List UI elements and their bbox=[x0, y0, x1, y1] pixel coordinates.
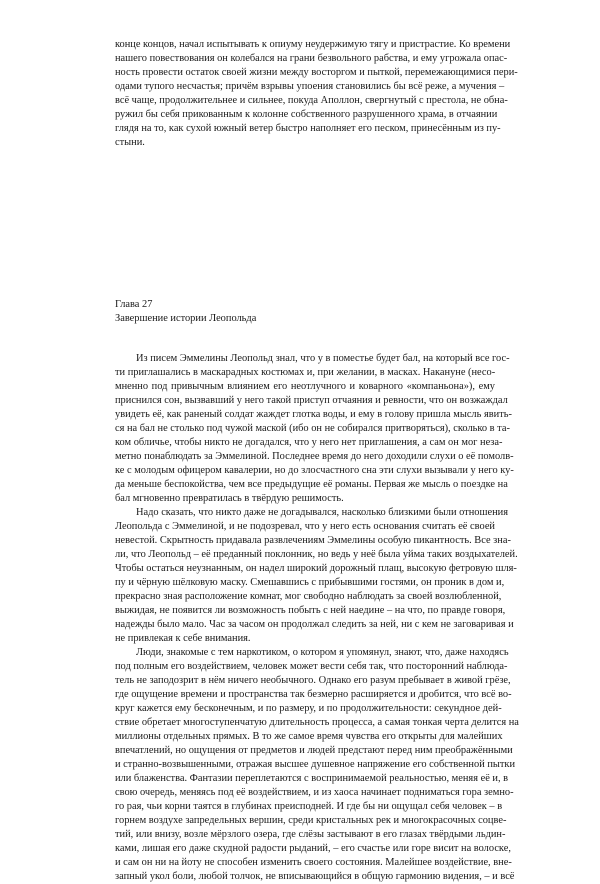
text-line: глядя на то, как сухой южный ветер быстро наполняет его песком, принесённым из пу- bbox=[115, 123, 501, 134]
text-line: Из писем Эммелины Леопольд знал, что у в поместье будет бал, на который все гос- bbox=[136, 353, 510, 364]
chapter-body bbox=[115, 352, 519, 884]
text-line: ти приглашались в маскарадных костюмах и, при желании, в масках. Накануне (несо- bbox=[115, 367, 496, 378]
text-line: да меньше беспокойства, чем все предыдущие её романы. Первая же мысль о поездке на bbox=[115, 479, 508, 490]
text-line: одами тупого несчастья; причём взрывы упоения становились бы всё реже, а мучения – bbox=[115, 81, 505, 92]
text-line: свою очередь, меняясь под её воздействием, и из хаоса начинает подниматься гора земно- bbox=[115, 787, 514, 798]
text-line: ружил бы себя прикованным к колонне собственного разрушенного храма, в отчаянии bbox=[115, 109, 498, 120]
text-line: круг кажется ему бесконечным, и по размеру, и по продолжительности: секундное дей- bbox=[115, 703, 502, 714]
text-line: ком обличье, чтобы никто не догадался, что у него нет приглашения, а сам он мог неза- bbox=[115, 437, 503, 448]
text-line: приснился сон, вызвавший у него такой приступ отчаяния и ревности, что он возжаждал bbox=[115, 395, 508, 406]
text-line: не привлекая к себе внимания. bbox=[115, 633, 251, 644]
chapter-number: Глава 27 bbox=[115, 299, 153, 310]
text-line: го рая, чьи корни таятся в глубинах преисподней. И где бы ни ощущал себя человек – в bbox=[115, 801, 503, 812]
text-line: ке с молодым офицером кавалерии, но до злосчастного сна эти слухи вызывали у него ку- bbox=[115, 465, 514, 476]
intro-paragraph bbox=[115, 38, 518, 150]
text-line: мненно под привычным влиянием его неотлучного и коварного «компаньона»), ему bbox=[115, 381, 495, 392]
text-line: всё чаще, продолжительнее и сильнее, покуда Аполлон, свергнутый с престола, не обна- bbox=[115, 95, 508, 106]
text-line: или блаженства. Фантазии переплетаются с воспринимаемой реальностью, меняя её и, в bbox=[115, 773, 509, 784]
text-line: Люди, знакомые с тем наркотиком, о котором я упомянул, знают, что, даже находясь bbox=[136, 647, 509, 658]
text-line: тель не заподозрит в нём ничего необычного. Однако его разум пребывает в живой грёзе, bbox=[115, 675, 511, 686]
text-line: невестой. Скрытность придавала развлечениям Эммелины особую пикантность. Все зна- bbox=[115, 535, 511, 546]
text-line: метно понаблюдать за Эммелиной. Последнее время до него доходили слухи о её помолв- bbox=[115, 451, 514, 462]
text-line: бал мгновенно превратилась в твёрдую решимость. bbox=[115, 493, 344, 504]
text-line: тий, или внизу, возле мёрзлого озера, где слёзы застывают в его глазах твёрдыми льдин- bbox=[115, 829, 506, 840]
text-line: ся на бал не столько под чужой маской (ибо он не собирался притворяться), сколько в та- bbox=[115, 423, 510, 434]
text-line: ность провести остаток своей жизни между восторгом и пыткой, перемежающимися пери- bbox=[115, 67, 518, 78]
text-line: ствие обретает многоступенчатую длительность процесса, а самая тонкая черта делится на bbox=[115, 717, 519, 728]
text-line: горнем воздухе запредельных вершин, среди кристальных рек и многокрасочных соцве- bbox=[115, 815, 507, 826]
text-line: где ощущение времени и пространства так безмерно расширяется и дробится, что всё во- bbox=[115, 689, 512, 700]
chapter-heading bbox=[115, 298, 256, 326]
text-line: ками, лишая его даже скудной радости рыданий, – его счастье или горе висит на волоске, bbox=[115, 843, 511, 854]
text-line: под полным его воздействием, человек может вести себя так, что посторонний наблюда- bbox=[115, 661, 508, 672]
text-line: ли, что Леопольд – её преданный поклонник, но ведь у неё была уйма таких воздыхателей. bbox=[115, 549, 518, 560]
text-line: прекрасно зная расположение комнат, мог свободно наблюдать за своей возлюбленной, bbox=[115, 591, 502, 602]
text-line: нашего повествования он колебался на грани безвольного рабства, и ему угрожала опас- bbox=[115, 53, 508, 64]
text-line: миллионы отдельных прямых. В то же самое время чувства его открыты для малейших bbox=[115, 731, 503, 742]
text-line: надежды было мало. Час за часом он продолжал следить за ней, ни с кем не заговаривая и bbox=[115, 619, 514, 630]
text-line: и странно-возвышенными, отражая высшее душевное напряжение его собственной пытки bbox=[115, 759, 516, 770]
text-line: впечатлений, но ощущения от предметов и людей предстают перед ним преображёнными bbox=[115, 745, 513, 756]
chapter-title: Завершение истории Леопольда bbox=[115, 313, 257, 324]
text-line: Чтобы остаться неузнанным, он надел широкий дорожный плащ, высокую фетровую шля- bbox=[115, 563, 517, 574]
text-line: стыни. bbox=[115, 137, 145, 148]
text-line: пу и чёрную шёлковую маску. Смешавшись с прибывшими гостями, он проник в дом и, bbox=[115, 577, 505, 588]
text-line: Леопольда с Эммелиной, и не подозревал, что у него есть основания считать её своей bbox=[115, 521, 495, 532]
text-line: конце концов, начал испытывать к опиуму неудержимую тягу и пристрастие. Ко времени bbox=[115, 39, 511, 50]
text-line: выжидая, не появится ли возможность побыть с ней наедине – на что, по правде говоря, bbox=[115, 605, 506, 616]
text-line: увидеть её, как раненый солдат жаждет глотка воды, и ему в голову пришла мысль явить- bbox=[115, 409, 512, 420]
text-line: запный укол боли, любой толчок, не вписывающийся в общую гармонию видения, – и всё bbox=[115, 871, 515, 882]
text-line: Надо сказать, что никто даже не догадывался, насколько близкими были отношения bbox=[136, 507, 508, 518]
text-line: и сам он ни на йоту не способен изменить своего состояния. Малейшее воздействие, вне- bbox=[115, 857, 512, 868]
